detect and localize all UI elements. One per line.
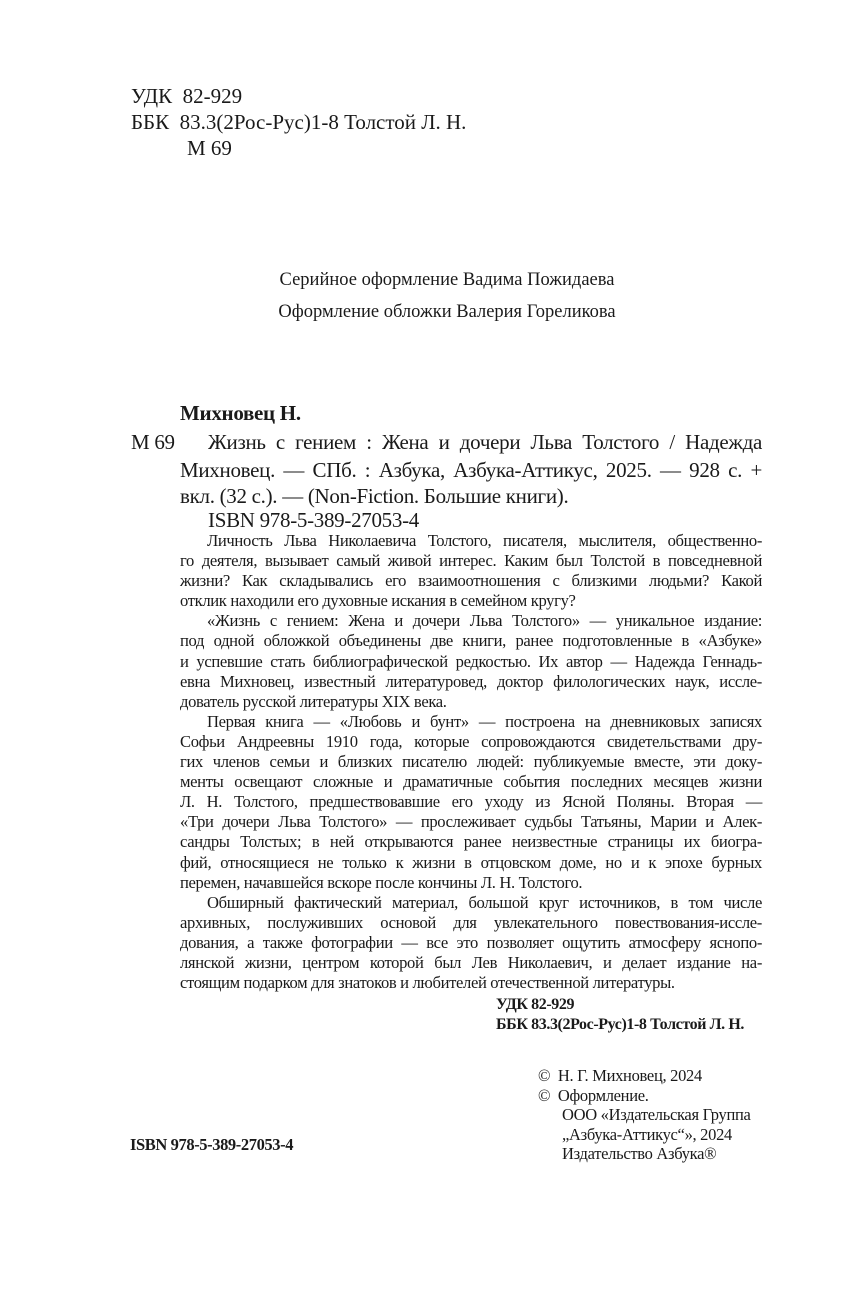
annotation-line: Софьи Андреевны 1910 года, которые сопровождаются свидетельствами дру- — [180, 731, 762, 751]
publisher-line: Издательство Азбука® — [562, 1144, 717, 1163]
annotation-line: Обширный фактический материал, большой круг источников, в том числе — [207, 892, 762, 912]
bib-author: Михновец Н. — [180, 401, 301, 425]
bbk-label: ББК — [131, 110, 170, 134]
annotation-line: и успевшие стать библиографической редкостью. Их автор — Надежда Геннадь- — [180, 651, 762, 671]
cover-design-credit: Оформление обложки Валерия Гореликова — [278, 302, 616, 322]
series-design-credit: Серийное оформление Вадима Пожидаева — [279, 270, 615, 290]
annotation-line: лянской жизни, центром которой был Лев Николаевич, и делает издание на- — [180, 952, 762, 972]
bib-text: Михновец. — СПб. : Азбука, Азбука-Аттикус, 2025. — 928 с. + — [180, 458, 762, 482]
annotation-line: стоящим подарком для знатоков и любителей отечественной литературы. — [180, 973, 675, 993]
bib-line-1 — [208, 430, 762, 455]
annotation-line: «Три дочери Льва Толстого» — прослеживает судьбы Татьяны, Марии и Алек- — [180, 812, 762, 832]
publisher-line: „Азбука-Аттикус“», 2024 — [562, 1124, 732, 1144]
annotation-line: «Жизнь с гением: Жена и дочери Льва Толстого» — уникальное издание: — [207, 611, 762, 631]
bib-author-mark: М 69 — [131, 430, 175, 454]
bbk-line — [131, 110, 466, 134]
copyright-icon: © — [538, 1066, 551, 1085]
annotation-line: архивных, послуживших основой для увлекательного повествования-иссле- — [180, 912, 762, 932]
annotation-line: под одной обложкой объединены две книги, ранее подготовленные в «Азбуке» — [180, 631, 762, 651]
udk-label: УДК — [131, 84, 173, 108]
bottom-udk: УДК 82-929 — [496, 996, 575, 1013]
annotation — [180, 531, 762, 993]
copyright-icon: © — [538, 1085, 551, 1105]
annotation-line: дователь русской литературы XIX века. — [180, 691, 447, 711]
bib-line-3: вкл. (32 с.). — (Non-Fiction. Большие книги). — [180, 484, 569, 508]
author-mark: М 69 — [187, 136, 232, 160]
annotation-line: дования, а также фотографии — все это позволяет ощутить атмосферу яснопо- — [180, 932, 762, 952]
copyright-author: Н. Г. Михновец, 2024 — [557, 1066, 702, 1085]
annotation-line: Первая книга — «Любовь и бунт» — построена на дневниковых записях — [207, 711, 762, 731]
udk-line — [131, 84, 242, 108]
annotation-line: перемен, начавшейся вскоре после кончины Л. Н. Толстого. — [180, 872, 583, 892]
bib-line-2 — [180, 458, 762, 483]
annotation-line: Личность Льва Николаевича Толстого, писателя, мыслителя, общественно- — [207, 531, 762, 550]
annotation-line: гих членов семьи и близких писателю людей: публикуемые вместе, эти доку- — [180, 752, 762, 772]
annotation-line: Л. Н. Толстого, предшествовавшие его уходу из Ясной Поляны. Вторая — — [180, 792, 762, 812]
copyright-block — [538, 1066, 751, 1164]
isbn-bottom: ISBN 978-5-389-27053-4 — [130, 1135, 294, 1154]
annotation-line: фий, относящиеся не только к жизни в отцовском доме, но и к эпохе бурных — [180, 852, 762, 872]
copyright-design: Оформление. — [557, 1085, 649, 1105]
annotation-line: евна Михновец, известный литературовед, доктор филологических наук, иссле- — [180, 671, 762, 691]
bottom-bbk: ББК 83.3(2Рос-Рус)1-8 Толстой Л. Н. — [496, 1016, 744, 1033]
annotation-line: менты освещают сложные и драматичные события последних месяцев жизни — [180, 772, 762, 792]
bib-text: Жизнь с гением : Жена и дочери Льва Толстого / Надежда — [208, 430, 762, 454]
bib-isbn: ISBN 978-5-389-27053-4 — [208, 508, 419, 532]
annotation-line: го деятеля, вызывает самый живой интерес. Каким был Толстой в повседневной — [180, 551, 762, 571]
bbk-value: 83.3(2Рос-Рус)1-8 Толстой Л. Н. — [179, 110, 467, 134]
udk-value: 82-929 — [182, 84, 243, 108]
annotation-line: отклик находили его духовные искания в семейном кругу? — [180, 591, 576, 611]
publisher-line: ООО «Издательская Группа — [562, 1105, 751, 1124]
annotation-line: жизни? Как складывались его взаимоотношения с близкими людьми? Какой — [180, 571, 762, 591]
annotation-line: сандры Толстых; в ней открываются ранее неизвестные страницы их биогра- — [180, 832, 762, 852]
